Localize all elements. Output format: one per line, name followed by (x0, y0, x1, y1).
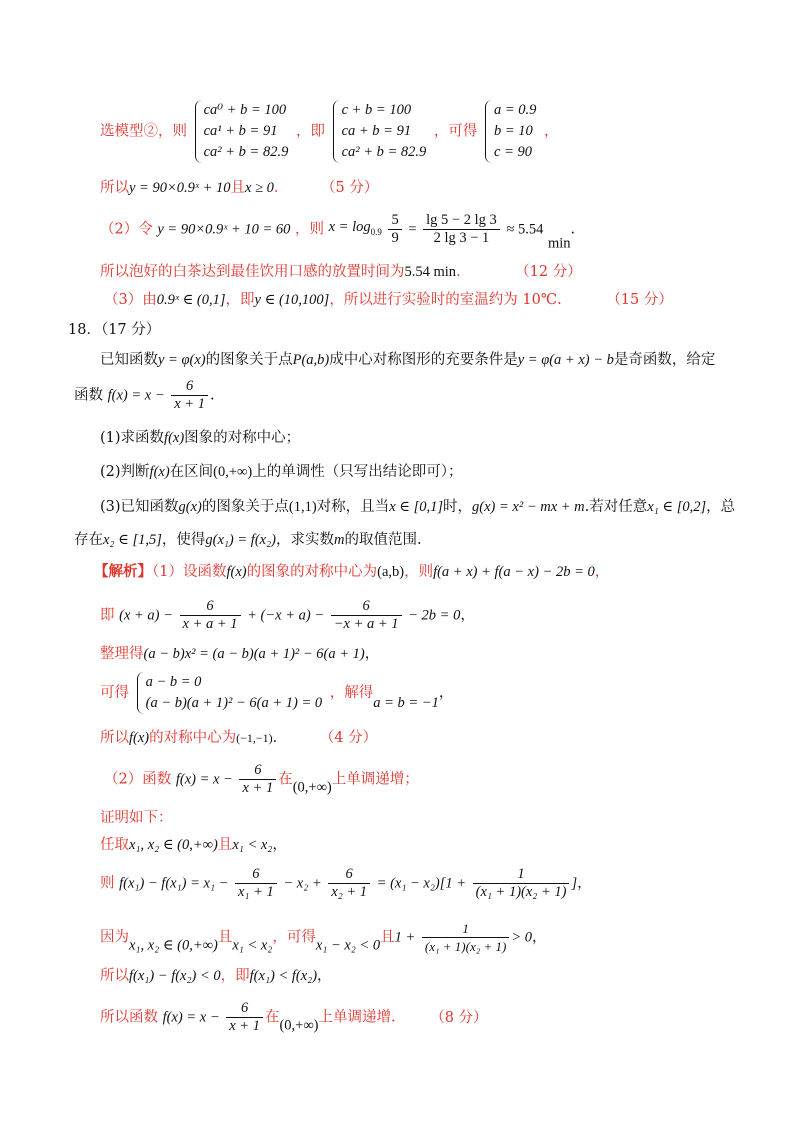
text: 且 (217, 929, 233, 946)
text: 在 (264, 1009, 280, 1026)
text: 上单调递增. (318, 1009, 396, 1026)
text: (1)求函数 (100, 430, 165, 446)
denominator: 9 (391, 230, 399, 246)
text: 存在 (74, 532, 103, 548)
fraction (239, 762, 276, 797)
text: ，即 (220, 968, 250, 984)
fraction (331, 598, 402, 633)
solution-line-10 (100, 920, 547, 957)
solution-line-8 (100, 835, 287, 855)
denominator: x + a + 1 (182, 616, 238, 632)
score: （15 分） (606, 292, 673, 308)
text: 的图象的对称中心为 (246, 564, 378, 580)
formula: x₁ − x₂ < 0 (315, 937, 381, 954)
denominator: x + 1 (242, 780, 274, 796)
system-row: ca² + b = 82.9 (203, 144, 289, 160)
system-row: c = 90 (494, 144, 532, 160)
formula: + (−x + a) − (247, 607, 325, 624)
text: 对称，且当 (316, 499, 390, 515)
solution-line-11 (100, 966, 332, 986)
score: （12 分） (515, 264, 582, 280)
equation-system (137, 672, 323, 714)
text: ，总 (706, 499, 736, 515)
text: 是奇函数，给定 (613, 352, 716, 368)
condition: x ∈ [0,1] (389, 499, 444, 515)
text: ，则 (404, 564, 434, 580)
text: .若对任意 (584, 499, 648, 515)
point: (1,1) (288, 499, 317, 515)
formula: f(x) = x − (162, 1009, 220, 1026)
text: 图象的对称中心； (184, 430, 301, 446)
fraction-five-ninths (388, 212, 401, 247)
equation-system-1 (195, 100, 289, 163)
solution-line-7: 证明如下： (100, 810, 173, 826)
variable: m (333, 532, 345, 548)
text: (2)判断 (100, 464, 150, 480)
formula: − x₂ + (283, 875, 322, 892)
equation-system-2 (333, 100, 427, 163)
denominator: x + 1 (229, 1018, 260, 1034)
formula: y ∈ (10,100] (254, 292, 330, 308)
text-prefix: 选模型②，则 (100, 123, 187, 140)
numerator: 1 (473, 866, 570, 884)
text: 成中心对称图形的充要条件是 (329, 352, 518, 368)
formula: f(x₁) − f(x₁) = x₁ − (119, 875, 229, 892)
unit: min (547, 235, 571, 252)
denominator: (x₁ + 1)(x₂ + 1) (424, 939, 507, 954)
numerator: 6 (180, 598, 241, 616)
text: 所以 (100, 968, 129, 984)
numerator: 5 (388, 212, 401, 230)
center-point: (−1,−1) (236, 731, 273, 745)
formula: x₁, x₂ ∈ (0,+∞) (129, 937, 218, 954)
fraction (235, 866, 277, 901)
text: 所以 (100, 730, 129, 746)
numerator: 6 (235, 866, 277, 884)
text: 时， (443, 499, 473, 515)
text-end: ． (273, 180, 289, 196)
text-end: ， (577, 875, 592, 892)
line-model-result (100, 178, 378, 198)
interval: (0,+∞) (213, 464, 253, 480)
text: 且 (217, 837, 233, 853)
formula: f(x) (226, 564, 247, 580)
text: 的图象关于点 (201, 499, 289, 515)
text-end: ， (364, 646, 380, 662)
solution-line-6 (104, 762, 419, 799)
denominator: x + 1 (174, 396, 205, 412)
line-problem-intro (100, 350, 715, 370)
text: ，可得 (272, 929, 316, 946)
system-row: b = 10 (494, 123, 533, 139)
numerator: 6 (226, 1000, 263, 1018)
formula: g(x₁) = f(x₂) (205, 532, 276, 548)
formula: y = 90×0.9ˣ + 10 = 60 (157, 221, 291, 238)
score: （4 分） (319, 730, 378, 746)
text-prefix: （2）令 (100, 221, 153, 238)
fraction (180, 598, 241, 633)
text-mid2: ，可得 (433, 123, 478, 140)
solution-line-4 (100, 672, 453, 714)
numerator: 6 (239, 762, 276, 780)
solution-line-1 (94, 562, 609, 582)
text: 可得 (100, 685, 129, 701)
system-row: c + b = 100 (341, 102, 412, 118)
text-end: ， (272, 837, 287, 853)
text-prefix: 所以 (100, 180, 129, 196)
formula: f(x) (164, 430, 185, 446)
text-end: . (570, 221, 576, 238)
text-mid: ，则 (295, 221, 324, 238)
formula: (a − b)x² = (a − b)(a + 1)² − 6(a + 1) (143, 646, 365, 662)
conclusion-text: ，所以进行实验时的室温约为 10℃. (329, 292, 562, 308)
system-row: (a − b)(a + 1)² − 6(a + 1) = 0 (145, 695, 323, 711)
point-p: P(a,b) (292, 352, 330, 368)
condition: x₂ ∈ [1,5] (103, 532, 162, 548)
point: (a,b) (377, 564, 405, 580)
system-row: ca¹ + b = 91 (203, 123, 278, 139)
solution-line-3 (100, 644, 379, 664)
condition: x₁ ∈ [0,2] (647, 499, 707, 515)
equation-system-3 (485, 100, 536, 163)
formula: y = φ(x) (158, 352, 206, 368)
denominator: x₂ + 1 (331, 884, 368, 900)
text: 在 (278, 771, 293, 788)
text-prefix: （3）由 (104, 292, 157, 308)
condition: x₁ < x₂ (232, 937, 273, 954)
condition: x ≥ 0 (245, 180, 274, 196)
formula: ] (571, 875, 578, 892)
text-end: . (209, 387, 215, 404)
interval: (0,+∞) (279, 1017, 319, 1034)
subquestion-3-cont (74, 530, 422, 550)
text: (3)已知函数 (100, 499, 179, 515)
subquestion-3 (100, 497, 735, 517)
formula: g(x) = x² − mx + m (472, 499, 585, 515)
time-value: 5.54 min (404, 264, 457, 280)
text-end: ． (272, 730, 288, 746)
fraction-log-ratio (423, 212, 500, 247)
formula: g(x) (178, 499, 202, 515)
system-row: ca² + b = 82.9 (341, 144, 427, 160)
subquestion-2 (100, 462, 462, 482)
text-end: ， (438, 685, 454, 701)
text: ，解得 (329, 685, 374, 701)
system-row: a − b = 0 (145, 674, 202, 690)
formula: f(a + x) + f(a − x) − 2b = 0 (433, 564, 595, 580)
denominator: x₁ + 1 (238, 884, 274, 900)
text-end: ． (456, 264, 471, 280)
text-mid: 且 (230, 180, 246, 196)
text: 整理得 (100, 646, 144, 662)
text: 任取 (100, 837, 129, 853)
numerator: lg 5 − 2 lg 3 (423, 212, 500, 230)
equals-sign: = (408, 221, 417, 238)
approx-value: ≈ 5.54 (506, 221, 544, 238)
formula: f(x₁) < f(x₂) (249, 968, 318, 984)
solution-line-2 (100, 598, 475, 633)
text: （2）函数 (104, 771, 172, 788)
formula: 1 + (394, 929, 416, 946)
fraction (473, 866, 570, 901)
formula: y = φ(a + x) − b (517, 352, 614, 368)
numerator: 1 (422, 920, 509, 938)
text: ，求实数 (275, 532, 334, 548)
text: 且 (380, 929, 395, 946)
text-end: ， (544, 123, 559, 140)
numerator: 6 (171, 378, 208, 396)
text: 的取值范围. (344, 532, 422, 548)
formula: 0.9ˣ ∈ (0,1] (156, 292, 226, 308)
score: （5 分） (321, 180, 379, 196)
line-model-select (100, 100, 559, 163)
text-mid: ，即 (225, 292, 255, 308)
text: 因为 (100, 929, 129, 946)
fraction (226, 1000, 263, 1035)
solution-line-5 (100, 728, 377, 748)
conclusion-text: 所以泡好的白茶达到最佳饮用口感的放置时间为 (100, 264, 405, 280)
log-expression (329, 219, 387, 235)
numerator: 6 (331, 598, 402, 616)
fraction (171, 378, 208, 413)
formula: − 2b = 0 (408, 607, 461, 624)
formula: = (x₁ − x₂)[1 + (376, 875, 467, 892)
subquestion-1 (100, 428, 300, 448)
text-end: ， (317, 968, 332, 984)
system-row: ca⁰ + b = 100 (203, 102, 287, 118)
formula: f(x) = x − (175, 771, 233, 788)
text: 所以函数 (100, 1009, 158, 1026)
fraction (422, 920, 509, 955)
score: （8 分） (430, 1009, 488, 1026)
formula: x₁, x₂ ∈ (0,+∞) (129, 837, 218, 853)
text: 在区间 (169, 464, 214, 480)
formula: > 0 (511, 929, 533, 946)
condition: x₁ < x₂ (232, 837, 273, 853)
solution-line-12 (100, 1000, 488, 1037)
formula: f(x) (129, 730, 150, 746)
text: 即 (100, 607, 115, 624)
formula: f(x) (149, 464, 170, 480)
text: （1）设函数 (152, 564, 227, 580)
text-end: ， (460, 607, 475, 624)
system-row: ca + b = 91 (341, 123, 412, 139)
solution-tag: 【解析】 (94, 563, 152, 580)
denominator: −x + a + 1 (333, 616, 399, 632)
text: ，使得 (161, 532, 206, 548)
text: 已知函数 (100, 352, 158, 368)
line-part2-solve (100, 212, 575, 255)
line-time-conclusion (100, 262, 582, 282)
numerator: 6 (328, 866, 370, 884)
text-end: ， (532, 929, 547, 946)
formula: f(x₁) − f(x₂) < 0 (129, 968, 221, 984)
text-mid: ，即 (295, 123, 325, 140)
log-base: 0.9 (370, 226, 382, 237)
result: a = b = −1 (373, 695, 439, 711)
system-row: a = 0.9 (494, 102, 537, 118)
text: 函数 (74, 387, 103, 404)
text: 上的单调性（只写出结论即可）； (252, 464, 463, 480)
line-function-def (74, 378, 215, 413)
text: 的图象关于点 (205, 352, 293, 368)
formula: y = 90×0.9ˣ + 10 (129, 180, 231, 196)
question-number: 18．（17 分） (68, 322, 161, 338)
text-end: ， (594, 564, 610, 580)
log-lhs: x = log (328, 219, 371, 236)
denominator: 2 lg 3 − 1 (433, 230, 490, 246)
solution-line-9 (100, 866, 592, 901)
formula: f(x) = x − (107, 387, 165, 404)
fraction (328, 866, 370, 901)
text: 则 (100, 875, 115, 892)
interval: (0,+∞) (292, 779, 332, 796)
text: 的对称中心为 (149, 730, 237, 746)
line-part3 (104, 290, 673, 310)
formula: (x + a) − (119, 607, 173, 624)
denominator: (x₁ + 1)(x₂ + 1) (475, 884, 567, 900)
text: 上单调递增； (331, 771, 419, 788)
